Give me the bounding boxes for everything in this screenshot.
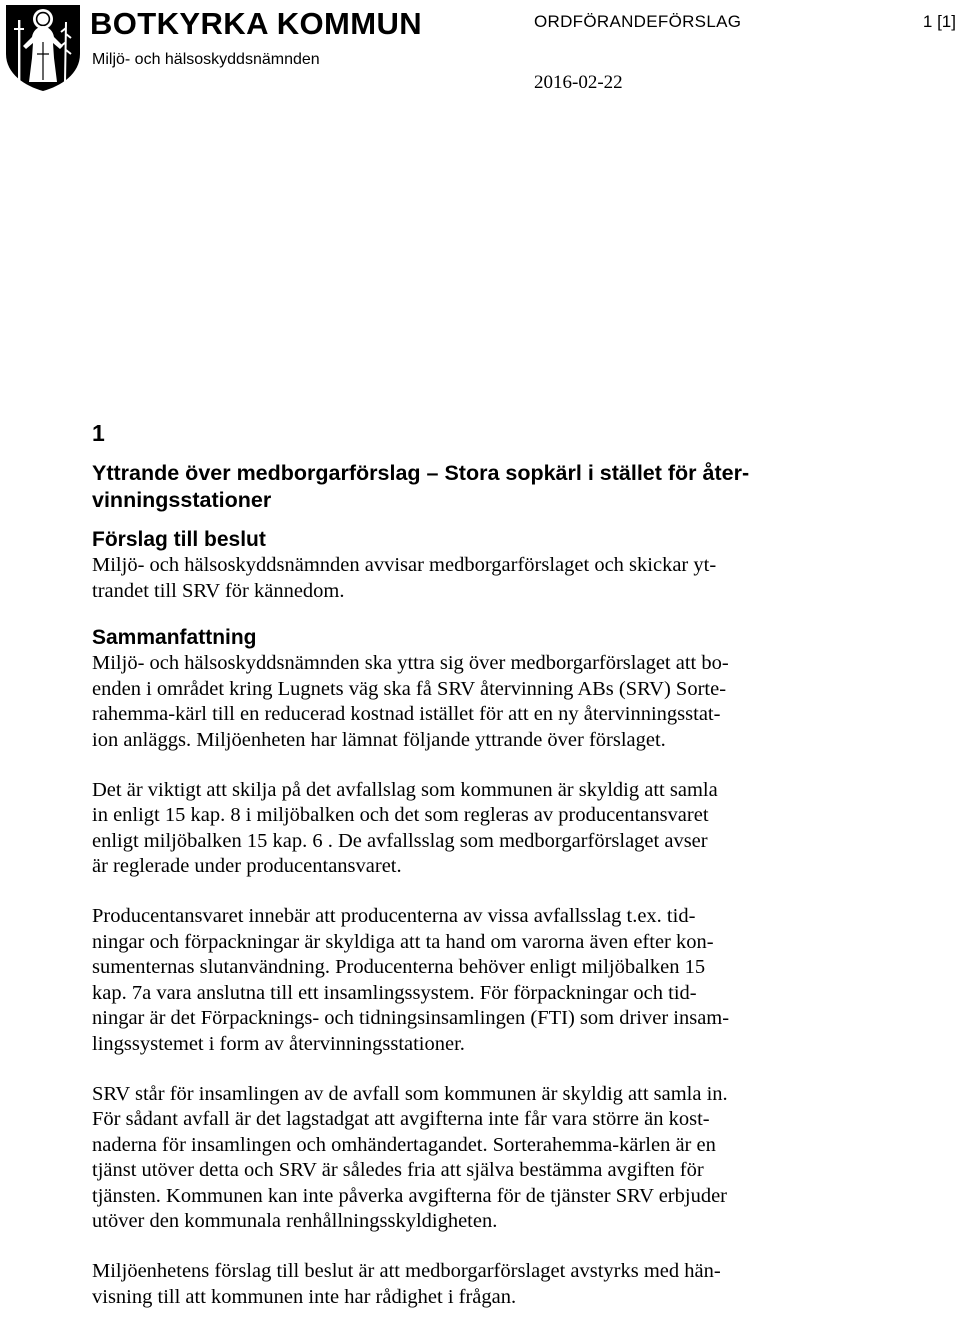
text-line: utöver den kommunala renhållningsskyldigheten. bbox=[92, 1210, 498, 1233]
committee-name: Miljö- och hälsoskyddsnämnden bbox=[92, 51, 320, 68]
document-date: 2016-02-22 bbox=[534, 72, 623, 93]
text-line: enligt miljöbalken 15 kap. 6 . De avfallsslag som medborgarförslaget avser bbox=[92, 829, 708, 852]
text-line: visning till att kommunen inte har rådighet i frågan. bbox=[92, 1285, 517, 1308]
text-line: SRV står för insamlingen av de avfall som kommunen är skyldig att samla in. bbox=[92, 1082, 728, 1105]
proposal-heading: Förslag till beslut bbox=[92, 528, 266, 551]
text-line: ion anläggs. Miljöenheten har lämnat följande yttrande över förslaget. bbox=[92, 728, 666, 751]
text-line: trandet till SRV för kännedom. bbox=[92, 579, 345, 602]
body-paragraph bbox=[92, 651, 852, 753]
text-line: Producentansvaret innebär att producenterna av vissa avfallsslag t.ex. tid- bbox=[92, 904, 696, 927]
text-line: kap. 7a vara anslutna till ett insamlingssystem. För förpackningar och tid- bbox=[92, 981, 697, 1004]
proposal-paragraph bbox=[92, 553, 852, 604]
text-line: ningar är det Förpacknings- och tidningsinsamlingen (FTI) som driver insam- bbox=[92, 1007, 730, 1030]
document-title bbox=[92, 460, 852, 514]
page-number: 1 [1] bbox=[922, 12, 956, 31]
text-line: Miljö- och hälsoskyddsnämnden avvisar medborgarförslaget och skickar yt- bbox=[92, 554, 717, 576]
body-paragraph bbox=[92, 1082, 852, 1236]
document-type: ORDFÖRANDEFÖRSLAG bbox=[534, 12, 742, 31]
summary-heading: Sammanfattning bbox=[92, 626, 257, 650]
text-line: in enligt 15 kap. 8 i miljöbalken och det som regleras av producentansvaret bbox=[92, 804, 709, 827]
text-line: naderna för insamlingen och omhändertagandet. Sorterahemma-kärlen är en bbox=[92, 1133, 716, 1156]
body-paragraph bbox=[92, 778, 852, 880]
text-line: tjänst utöver detta och SRV är således fria att själva bestämma avgiften för bbox=[92, 1159, 704, 1182]
document-body bbox=[92, 418, 852, 1310]
text-line: rahemma-kärl till en reducerad kostnad istället för att en ny återvinningsstat- bbox=[92, 703, 721, 726]
title-line: Yttrande över medborgarförslag – Stora sopkärl i stället för åter- bbox=[92, 461, 750, 485]
organization-name: BOTKYRKA KOMMUN bbox=[90, 6, 423, 41]
item-number: 1 bbox=[92, 420, 105, 446]
text-line: lingssystemet i form av återvinningsstationer. bbox=[92, 1032, 465, 1055]
text-line: ningar och förpackningar är skyldiga att ta hand om varorna även efter kon- bbox=[92, 930, 714, 953]
text-line: Miljö- och hälsoskyddsnämnden ska yttra sig över medborgarförslaget att bo- bbox=[92, 652, 729, 675]
text-line: sumenternas slutanvändning. Producenterna behöver enligt miljöbalken 15 bbox=[92, 956, 706, 979]
body-paragraph bbox=[92, 904, 852, 1058]
text-line: Det är viktigt att skilja på det avfallslag som kommunen är skyldig att samla bbox=[92, 778, 718, 801]
title-line: vinningsstationer bbox=[92, 488, 272, 512]
text-line: är reglerade under producentansvaret. bbox=[92, 855, 402, 878]
text-line: Miljöenhetens förslag till beslut är att medborgarförslaget avstyrks med hän- bbox=[92, 1260, 721, 1283]
text-line: För sådant avfall är det lagstadgat att avgifterna inte får vara större än kost- bbox=[92, 1108, 710, 1131]
body-paragraph bbox=[92, 1259, 852, 1310]
coat-of-arms-logo-icon bbox=[3, 2, 83, 92]
text-line: tjänsten. Kommunen kan inte påverka avgifterna för de tjänster SRV erbjuder bbox=[92, 1184, 727, 1207]
text-line: enden i området kring Lugnets väg ska få SRV återvinning ABs (SRV) Sorte- bbox=[92, 677, 727, 700]
